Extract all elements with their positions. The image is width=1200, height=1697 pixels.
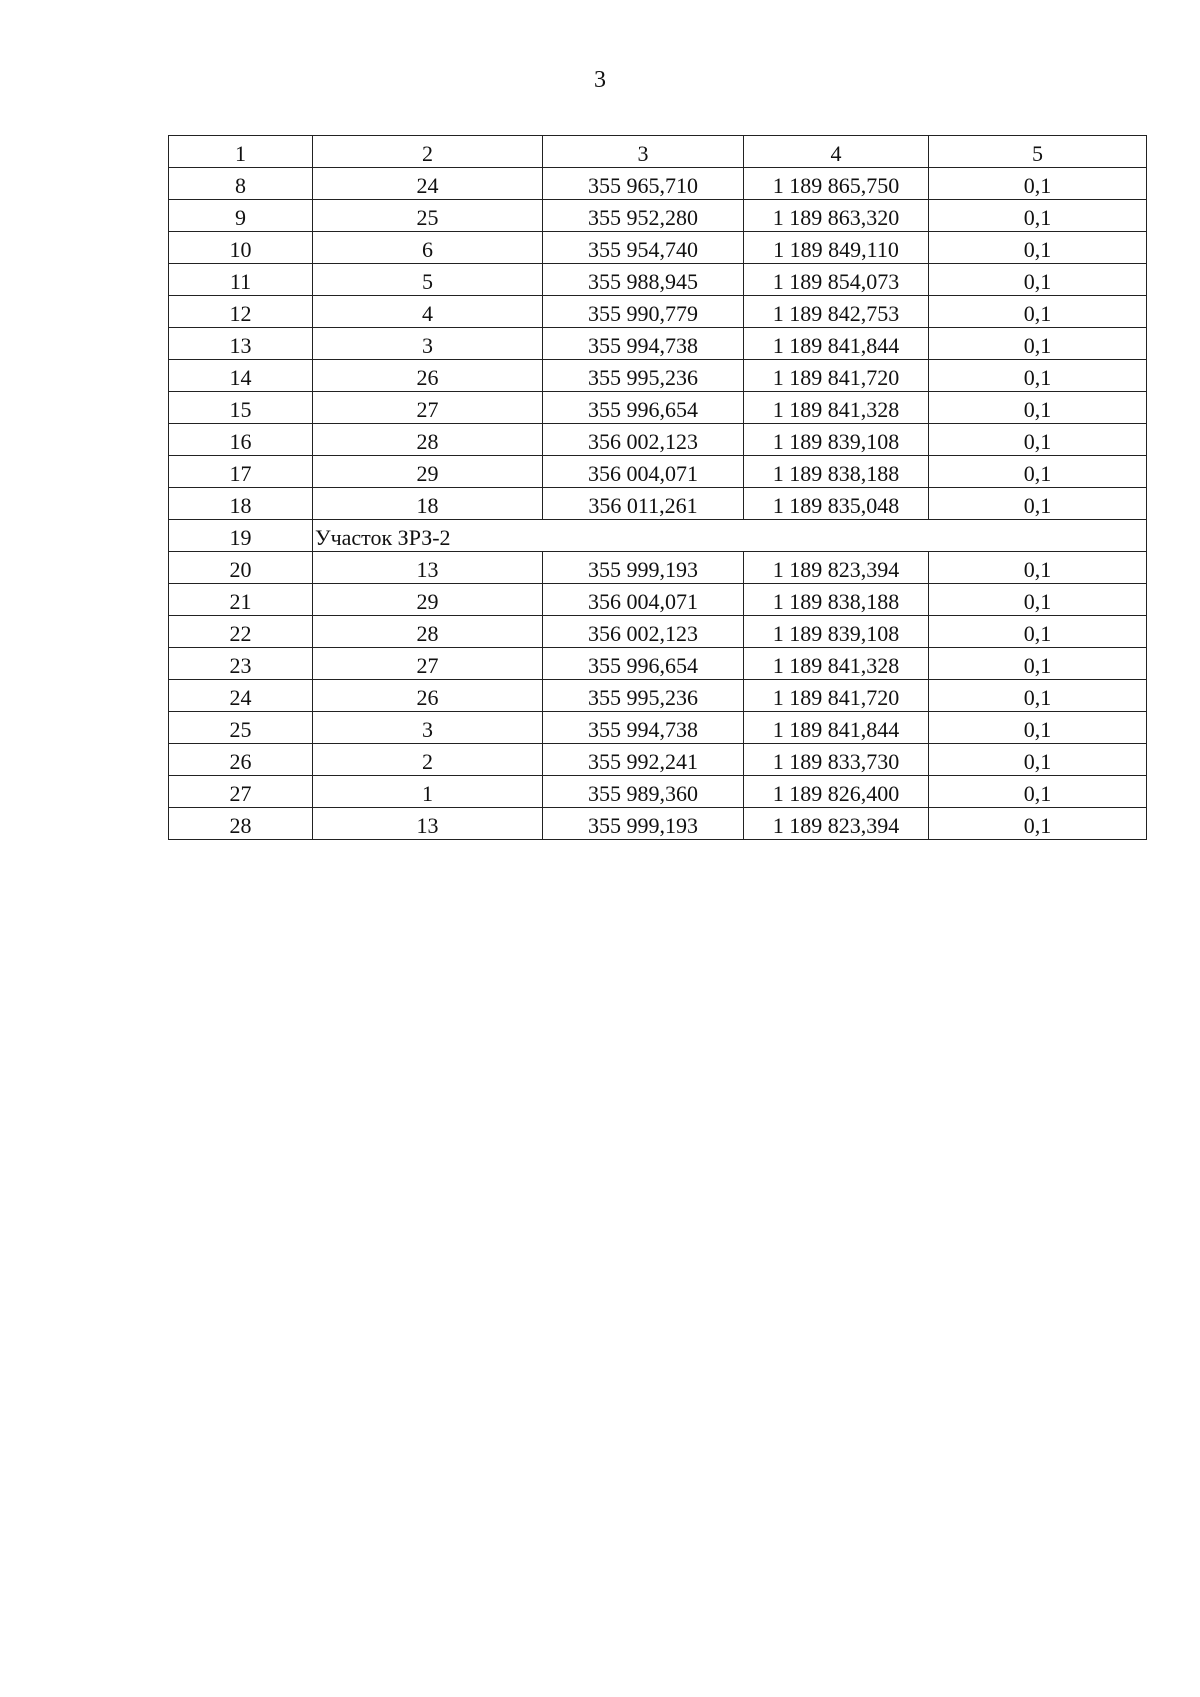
accuracy-cell: 0,1: [929, 712, 1147, 744]
y-coordinate-cell: 1 189 826,400: [744, 776, 929, 808]
y-coordinate-cell: 1 189 838,188: [744, 584, 929, 616]
section-row: [169, 520, 1147, 552]
row-number-cell: 11: [169, 264, 313, 296]
accuracy-cell: 0,1: [929, 456, 1147, 488]
x-coordinate-cell: 355 994,738: [543, 712, 744, 744]
column-header: 3: [543, 136, 744, 168]
accuracy-cell: 0,1: [929, 648, 1147, 680]
accuracy-cell: 0,1: [929, 392, 1147, 424]
accuracy-cell: 0,1: [929, 680, 1147, 712]
y-coordinate-cell: 1 189 865,750: [744, 168, 929, 200]
column-header: 4: [744, 136, 929, 168]
x-coordinate-cell: 356 002,123: [543, 424, 744, 456]
y-coordinate-cell: 1 189 841,844: [744, 712, 929, 744]
table-row: [169, 456, 1147, 488]
point-number-cell: 29: [313, 584, 543, 616]
point-number-cell: 29: [313, 456, 543, 488]
point-number-cell: 28: [313, 616, 543, 648]
y-coordinate-cell: 1 189 841,720: [744, 680, 929, 712]
header-row: [169, 136, 1147, 168]
point-number-cell: 26: [313, 360, 543, 392]
table-row: [169, 168, 1147, 200]
accuracy-cell: 0,1: [929, 168, 1147, 200]
x-coordinate-cell: 356 002,123: [543, 616, 744, 648]
y-coordinate-cell: 1 189 849,110: [744, 232, 929, 264]
table-row: [169, 808, 1147, 840]
table-row: [169, 328, 1147, 360]
point-number-cell: 27: [313, 392, 543, 424]
point-number-cell: 3: [313, 712, 543, 744]
x-coordinate-cell: 355 996,654: [543, 648, 744, 680]
row-number-cell: 22: [169, 616, 313, 648]
y-coordinate-cell: 1 189 823,394: [744, 808, 929, 840]
x-coordinate-cell: 355 995,236: [543, 360, 744, 392]
table-row: [169, 488, 1147, 520]
y-coordinate-cell: 1 189 833,730: [744, 744, 929, 776]
accuracy-cell: 0,1: [929, 328, 1147, 360]
accuracy-cell: 0,1: [929, 264, 1147, 296]
y-coordinate-cell: 1 189 838,188: [744, 456, 929, 488]
accuracy-cell: 0,1: [929, 552, 1147, 584]
point-number-cell: 6: [313, 232, 543, 264]
point-number-cell: 1: [313, 776, 543, 808]
table-row: [169, 200, 1147, 232]
point-number-cell: 5: [313, 264, 543, 296]
x-coordinate-cell: 355 999,193: [543, 808, 744, 840]
row-number-cell: 19: [169, 520, 313, 552]
x-coordinate-cell: 355 989,360: [543, 776, 744, 808]
coordinates-table: [168, 135, 1147, 840]
row-number-cell: 27: [169, 776, 313, 808]
column-header: 2: [313, 136, 543, 168]
table-row: [169, 360, 1147, 392]
table-row: [169, 296, 1147, 328]
point-number-cell: 2: [313, 744, 543, 776]
row-number-cell: 20: [169, 552, 313, 584]
table-row: [169, 232, 1147, 264]
row-number-cell: 23: [169, 648, 313, 680]
table-row: [169, 680, 1147, 712]
row-number-cell: 18: [169, 488, 313, 520]
point-number-cell: 4: [313, 296, 543, 328]
row-number-cell: 16: [169, 424, 313, 456]
row-number-cell: 17: [169, 456, 313, 488]
row-number-cell: 8: [169, 168, 313, 200]
row-number-cell: 13: [169, 328, 313, 360]
row-number-cell: 28: [169, 808, 313, 840]
table-row: [169, 424, 1147, 456]
x-coordinate-cell: 355 995,236: [543, 680, 744, 712]
accuracy-cell: 0,1: [929, 232, 1147, 264]
accuracy-cell: 0,1: [929, 584, 1147, 616]
y-coordinate-cell: 1 189 823,394: [744, 552, 929, 584]
point-number-cell: 25: [313, 200, 543, 232]
section-label-cell: Участок ЗРЗ-2: [313, 520, 1147, 552]
point-number-cell: 18: [313, 488, 543, 520]
table-row: [169, 264, 1147, 296]
y-coordinate-cell: 1 189 835,048: [744, 488, 929, 520]
table-row: [169, 648, 1147, 680]
y-coordinate-cell: 1 189 839,108: [744, 616, 929, 648]
x-coordinate-cell: 355 965,710: [543, 168, 744, 200]
column-header: 5: [929, 136, 1147, 168]
table-row: [169, 392, 1147, 424]
y-coordinate-cell: 1 189 841,328: [744, 648, 929, 680]
y-coordinate-cell: 1 189 841,844: [744, 328, 929, 360]
x-coordinate-cell: 356 004,071: [543, 584, 744, 616]
y-coordinate-cell: 1 189 839,108: [744, 424, 929, 456]
x-coordinate-cell: 355 990,779: [543, 296, 744, 328]
table-row: [169, 744, 1147, 776]
point-number-cell: 27: [313, 648, 543, 680]
y-coordinate-cell: 1 189 841,720: [744, 360, 929, 392]
table-row: [169, 584, 1147, 616]
page-number: 3: [594, 67, 606, 93]
x-coordinate-cell: 355 952,280: [543, 200, 744, 232]
table-row: [169, 712, 1147, 744]
x-coordinate-cell: 355 999,193: [543, 552, 744, 584]
point-number-cell: 26: [313, 680, 543, 712]
point-number-cell: 13: [313, 808, 543, 840]
x-coordinate-cell: 355 996,654: [543, 392, 744, 424]
x-coordinate-cell: 355 954,740: [543, 232, 744, 264]
row-number-cell: 25: [169, 712, 313, 744]
x-coordinate-cell: 356 011,261: [543, 488, 744, 520]
y-coordinate-cell: 1 189 842,753: [744, 296, 929, 328]
table-row: [169, 616, 1147, 648]
row-number-cell: 10: [169, 232, 313, 264]
row-number-cell: 12: [169, 296, 313, 328]
point-number-cell: 3: [313, 328, 543, 360]
accuracy-cell: 0,1: [929, 616, 1147, 648]
accuracy-cell: 0,1: [929, 744, 1147, 776]
accuracy-cell: 0,1: [929, 808, 1147, 840]
accuracy-cell: 0,1: [929, 296, 1147, 328]
column-header: 1: [169, 136, 313, 168]
x-coordinate-cell: 355 992,241: [543, 744, 744, 776]
table-row: [169, 552, 1147, 584]
point-number-cell: 28: [313, 424, 543, 456]
table-header: [169, 136, 1147, 168]
y-coordinate-cell: 1 189 854,073: [744, 264, 929, 296]
row-number-cell: 14: [169, 360, 313, 392]
y-coordinate-cell: 1 189 863,320: [744, 200, 929, 232]
row-number-cell: 21: [169, 584, 313, 616]
y-coordinate-cell: 1 189 841,328: [744, 392, 929, 424]
point-number-cell: 24: [313, 168, 543, 200]
accuracy-cell: 0,1: [929, 776, 1147, 808]
point-number-cell: 13: [313, 552, 543, 584]
x-coordinate-cell: 355 988,945: [543, 264, 744, 296]
table-body: [169, 168, 1147, 840]
x-coordinate-cell: 355 994,738: [543, 328, 744, 360]
accuracy-cell: 0,1: [929, 488, 1147, 520]
x-coordinate-cell: 356 004,071: [543, 456, 744, 488]
row-number-cell: 26: [169, 744, 313, 776]
accuracy-cell: 0,1: [929, 200, 1147, 232]
row-number-cell: 15: [169, 392, 313, 424]
table-row: [169, 776, 1147, 808]
row-number-cell: 24: [169, 680, 313, 712]
accuracy-cell: 0,1: [929, 424, 1147, 456]
row-number-cell: 9: [169, 200, 313, 232]
accuracy-cell: 0,1: [929, 360, 1147, 392]
